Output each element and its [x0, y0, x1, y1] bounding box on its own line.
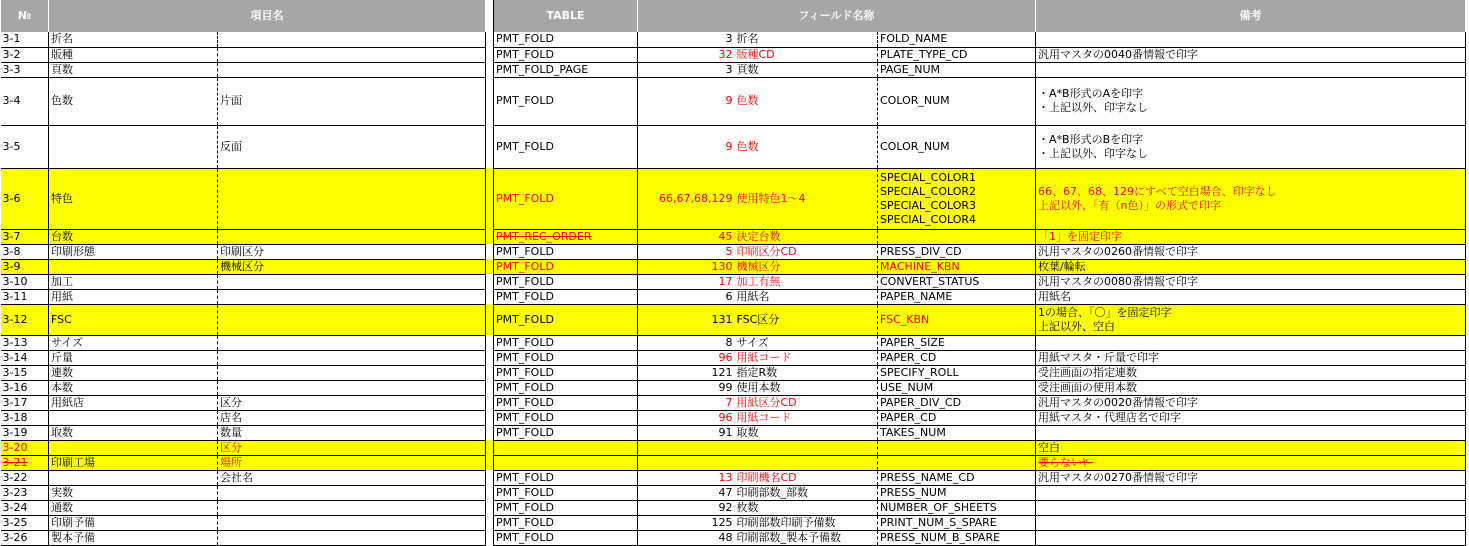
cell-field-name[interactable]: 色数: [735, 125, 878, 168]
cell-table[interactable]: PMT_FOLD: [494, 365, 638, 380]
cell-item2[interactable]: [218, 32, 486, 47]
cell-no[interactable]: 3-6: [1, 168, 49, 229]
cell-remarks[interactable]: 用紙名: [1036, 289, 1466, 304]
cell-field-name[interactable]: 使用特色1～4: [735, 168, 878, 229]
cell-item1[interactable]: 印刷形態: [49, 244, 218, 259]
cell-num[interactable]: 9: [638, 125, 735, 168]
cell-field-code[interactable]: FSC_KBN: [878, 304, 1036, 335]
header-remarks[interactable]: 備考: [1036, 0, 1466, 32]
cell-remarks[interactable]: 要らないﾔｰ: [1036, 455, 1466, 470]
cell-item2[interactable]: [218, 350, 486, 365]
cell-table[interactable]: PMT_FOLD: [494, 530, 638, 545]
cell-item2[interactable]: [218, 289, 486, 304]
cell-no[interactable]: 3-4: [1, 77, 49, 125]
table-row: [1, 515, 1466, 530]
field-code-line: SPECIAL_COLOR3: [880, 198, 977, 212]
cell-field-name[interactable]: 指定R数: [735, 365, 878, 380]
cell-no[interactable]: 3-5: [1, 125, 49, 168]
cell-num[interactable]: 5: [638, 244, 735, 259]
cell-table[interactable]: PMT_FOLD: [494, 289, 638, 304]
cell-item1[interactable]: [49, 470, 218, 485]
cell-no[interactable]: 3-9: [1, 259, 49, 274]
cell-item1[interactable]: 加工: [49, 274, 218, 289]
cell-no[interactable]: 3-20: [1, 440, 49, 455]
cell-field-code[interactable]: PAPER_CD: [878, 410, 1036, 425]
cell-field-code[interactable]: PRINT_NUM_S_SPARE: [878, 515, 1036, 530]
cell-remarks[interactable]: [1036, 500, 1466, 515]
cell-remarks[interactable]: 用紙マスタ・代理店名で印字: [1036, 410, 1466, 425]
cell-table[interactable]: PMT_FOLD: [494, 335, 638, 350]
cell-num[interactable]: 47: [638, 485, 735, 500]
cell-remarks[interactable]: [1036, 304, 1466, 335]
cell-table[interactable]: PMT_FOLD: [494, 410, 638, 425]
cell-no[interactable]: 3-12: [1, 304, 49, 335]
remark-line: ・上記以外、印字なし: [1038, 101, 1148, 114]
cell-table[interactable]: PMT_FOLD: [494, 395, 638, 410]
remark-line: ・A*B形式のBを印字: [1038, 132, 1144, 146]
cell-num[interactable]: 96: [638, 350, 735, 365]
cell-item1[interactable]: [49, 410, 218, 425]
cell-no[interactable]: 3-3: [1, 62, 49, 77]
cell-item2[interactable]: 印刷区分: [218, 244, 486, 259]
cell-item2[interactable]: 片面: [218, 77, 486, 125]
table-row: [1, 229, 1466, 244]
cell-table[interactable]: PMT_FOLD: [494, 244, 638, 259]
cell-remarks[interactable]: [1036, 125, 1466, 168]
cell-no[interactable]: 3-19: [1, 425, 49, 440]
cell-remarks[interactable]: 枚葉/輪転: [1036, 259, 1466, 274]
cell-item2[interactable]: [218, 47, 486, 62]
cell-item2[interactable]: [218, 304, 486, 335]
cell-table[interactable]: PMT_FOLD: [494, 77, 638, 125]
cell-field-name[interactable]: 用紙コード: [735, 410, 878, 425]
cell-table[interactable]: PMT_FOLD: [494, 168, 638, 229]
remark-line: 上記以外、空白: [1038, 319, 1115, 333]
table-row: [1, 259, 1466, 274]
cell-table[interactable]: PMT_FOLD: [494, 125, 638, 168]
cell-num[interactable]: 92: [638, 500, 735, 515]
cell-item1[interactable]: 通数: [49, 500, 218, 515]
table-row: [1, 77, 1466, 125]
cell-item1[interactable]: 特色: [49, 168, 218, 229]
cell-no[interactable]: 3-10: [1, 274, 49, 289]
cell-item1[interactable]: FSC: [49, 304, 218, 335]
cell-table[interactable]: PMT_FOLD: [494, 259, 638, 274]
cell-field-name[interactable]: 用紙名: [735, 289, 878, 304]
cell-field-name[interactable]: 色数: [735, 77, 878, 125]
cell-field-name[interactable]: FSC区分: [735, 304, 878, 335]
cell-num[interactable]: 45: [638, 229, 735, 244]
cell-table[interactable]: PMT_REC_ORDER: [494, 229, 638, 244]
cell-field-name[interactable]: 印刷区分CD: [735, 244, 878, 259]
cell-table[interactable]: PMT_FOLD: [494, 380, 638, 395]
cell-num[interactable]: 13: [638, 470, 735, 485]
cell-num[interactable]: 17: [638, 274, 735, 289]
table-row: [1, 244, 1466, 259]
cell-item1[interactable]: 用紙店: [49, 395, 218, 410]
cell-no[interactable]: 3-1: [1, 32, 49, 47]
cell-field-code[interactable]: TAKES_NUM: [878, 425, 1036, 440]
cell-no[interactable]: 3-16: [1, 380, 49, 395]
cell-num[interactable]: 8: [638, 335, 735, 350]
cell-field-name[interactable]: サイズ: [735, 335, 878, 350]
cell-num[interactable]: 7: [638, 395, 735, 410]
cell-no[interactable]: 3-17: [1, 395, 49, 410]
table-row: [1, 62, 1466, 77]
cell-table[interactable]: PMT_FOLD: [494, 47, 638, 62]
cell-table[interactable]: PMT_FOLD: [494, 500, 638, 515]
remark-line: ・上記以外、印字なし: [1038, 146, 1148, 160]
cell-num[interactable]: 125: [638, 515, 735, 530]
header-no[interactable]: №: [1, 0, 49, 32]
cell-item1[interactable]: 取数: [49, 425, 218, 440]
cell-remarks[interactable]: [1036, 335, 1466, 350]
cell-table[interactable]: PMT_FOLD: [494, 470, 638, 485]
table-row: [1, 530, 1466, 545]
cell-item2[interactable]: 店名: [218, 410, 486, 425]
cell-field-code[interactable]: PAGE_NUM: [878, 62, 1036, 77]
cell-item2[interactable]: 反面: [218, 125, 486, 168]
cell-field-code[interactable]: [878, 229, 1036, 244]
cell-remarks[interactable]: [1036, 425, 1466, 440]
cell-table[interactable]: PMT_FOLD: [494, 515, 638, 530]
cell-field-name[interactable]: 版種CD: [735, 47, 878, 62]
cell-no[interactable]: 3-22: [1, 470, 49, 485]
field-code-line: SPECIAL_COLOR1: [880, 170, 977, 184]
cell-item1[interactable]: 頁数: [49, 62, 218, 77]
cell-table[interactable]: PMT_FOLD: [494, 274, 638, 289]
cell-field-code[interactable]: PAPER_DIV_CD: [878, 395, 1036, 410]
cell-item2[interactable]: [218, 500, 486, 515]
cell-remarks[interactable]: [1036, 62, 1466, 77]
cell-num[interactable]: 6: [638, 289, 735, 304]
cell-remarks[interactable]: 用紙マスタ・斤量で印字: [1036, 350, 1466, 365]
cell-field-name[interactable]: 用紙区分CD: [735, 395, 878, 410]
table-row: [1, 274, 1466, 289]
table-row: [1, 125, 1466, 168]
cell-item2[interactable]: 場所: [218, 455, 486, 470]
table-row: [1, 395, 1466, 410]
cell-num[interactable]: [638, 455, 735, 470]
cell-item1[interactable]: 製本予備: [49, 530, 218, 545]
cell-item1[interactable]: 斤量: [49, 350, 218, 365]
cell-table[interactable]: [494, 440, 638, 455]
cell-remarks[interactable]: [1036, 530, 1466, 545]
cell-field-code[interactable]: CONVERT_STATUS: [878, 274, 1036, 289]
table-row: [1, 410, 1466, 425]
cell-num[interactable]: [638, 440, 735, 455]
cell-field-name[interactable]: 決定台数: [735, 229, 878, 244]
cell-field-code[interactable]: [878, 455, 1036, 470]
cell-field-code[interactable]: PRESS_NAME_CD: [878, 470, 1036, 485]
cell-no[interactable]: 3-15: [1, 365, 49, 380]
cell-num[interactable]: 3: [638, 32, 735, 47]
table-row: [1, 350, 1466, 365]
table-row: [1, 455, 1466, 470]
cell-table[interactable]: PMT_FOLD_PAGE: [494, 62, 638, 77]
table-row: [1, 365, 1466, 380]
cell-field-name[interactable]: 枚数: [735, 500, 878, 515]
cell-field-code[interactable]: PRESS_NUM: [878, 485, 1036, 500]
cell-remarks[interactable]: 汎用マスタの0270番情報で印字: [1036, 470, 1466, 485]
cell-field-code[interactable]: PAPER_SIZE: [878, 335, 1036, 350]
column-gap: [486, 0, 494, 32]
cell-remarks[interactable]: 汎用マスタの0080番情報で印字: [1036, 274, 1466, 289]
cell-no[interactable]: 3-13: [1, 335, 49, 350]
cell-table[interactable]: PMT_FOLD: [494, 32, 638, 47]
cell-field-name[interactable]: [735, 455, 878, 470]
cell-num[interactable]: 66,67,68,129: [638, 168, 735, 229]
cell-field-code[interactable]: MACHINE_KBN: [878, 259, 1036, 274]
table-row: [1, 289, 1466, 304]
table-row: [1, 47, 1466, 62]
cell-item2[interactable]: [218, 335, 486, 350]
cell-item2[interactable]: 数量: [218, 425, 486, 440]
cell-field-name[interactable]: 印刷機名CD: [735, 470, 878, 485]
cell-no[interactable]: 3-8: [1, 244, 49, 259]
cell-remarks[interactable]: 「1」を固定印字: [1036, 229, 1466, 244]
table-row: [1, 168, 1466, 229]
cell-item1[interactable]: サイズ: [49, 335, 218, 350]
cell-item2[interactable]: [218, 274, 486, 289]
remark-line: ・A*B形式のAを印字: [1038, 87, 1144, 100]
cell-field-code[interactable]: PRESS_NUM_B_SPARE: [878, 530, 1036, 545]
cell-field-code[interactable]: PAPER_NAME: [878, 289, 1036, 304]
cell-field-name[interactable]: 機械区分: [735, 259, 878, 274]
cell-num[interactable]: 48: [638, 530, 735, 545]
cell-no[interactable]: 3-21: [1, 455, 49, 470]
cell-field-code[interactable]: [878, 168, 1036, 229]
cell-field-name[interactable]: [735, 440, 878, 455]
cell-no[interactable]: 3-25: [1, 515, 49, 530]
cell-field-name[interactable]: 取数: [735, 425, 878, 440]
table-row: [1, 335, 1466, 350]
cell-remarks[interactable]: 汎用マスタの0040番情報で印字: [1036, 47, 1466, 62]
cell-field-code[interactable]: COLOR_NUM: [878, 77, 1036, 125]
cell-no[interactable]: 3-24: [1, 500, 49, 515]
cell-item1[interactable]: 実数: [49, 485, 218, 500]
remark-line: 66、67、68、129にすべて空白場合、印字なし: [1038, 184, 1277, 198]
cell-item1[interactable]: 印刷工場: [49, 455, 218, 470]
cell-item1[interactable]: 本数: [49, 380, 218, 395]
cell-table[interactable]: PMT_FOLD: [494, 350, 638, 365]
cell-remarks[interactable]: [1036, 32, 1466, 47]
cell-num[interactable]: 9: [638, 77, 735, 125]
cell-field-name[interactable]: 折名: [735, 32, 878, 47]
cell-field-name[interactable]: 頁数: [735, 62, 878, 77]
cell-remarks[interactable]: 空白: [1036, 440, 1466, 455]
cell-num[interactable]: 32: [638, 47, 735, 62]
table-row: [1, 32, 1466, 47]
cell-no[interactable]: 3-23: [1, 485, 49, 500]
cell-no[interactable]: 3-26: [1, 530, 49, 545]
cell-field-code[interactable]: NUMBER_OF_SHEETS: [878, 500, 1036, 515]
cell-item2[interactable]: [218, 380, 486, 395]
cell-field-code[interactable]: PRESS_DIV_CD: [878, 244, 1036, 259]
cell-item1[interactable]: 折名: [49, 32, 218, 47]
cell-remarks[interactable]: [1036, 168, 1466, 229]
cell-item1[interactable]: 連数: [49, 365, 218, 380]
cell-item2[interactable]: [218, 530, 486, 545]
table-row: [1, 485, 1466, 500]
cell-no[interactable]: 3-14: [1, 350, 49, 365]
cell-num[interactable]: 121: [638, 365, 735, 380]
cell-num[interactable]: 131: [638, 304, 735, 335]
cell-item2[interactable]: [218, 168, 486, 229]
cell-item1[interactable]: [49, 440, 218, 455]
header-field[interactable]: フィールド名称: [638, 0, 1036, 32]
cell-item2[interactable]: 区分: [218, 395, 486, 410]
cell-remarks[interactable]: 受注画面の使用本数: [1036, 380, 1466, 395]
table-row: [1, 500, 1466, 515]
cell-no[interactable]: 3-11: [1, 289, 49, 304]
table-row: [1, 304, 1466, 335]
cell-num[interactable]: 91: [638, 425, 735, 440]
cell-item1[interactable]: 用紙: [49, 289, 218, 304]
cell-no[interactable]: 3-18: [1, 410, 49, 425]
table-row: [1, 470, 1466, 485]
cell-item1[interactable]: 印刷予備: [49, 515, 218, 530]
cell-item2[interactable]: [218, 62, 486, 77]
header-table[interactable]: TABLE: [494, 0, 638, 32]
cell-field-name[interactable]: 加工有無: [735, 274, 878, 289]
cell-item2[interactable]: [218, 485, 486, 500]
cell-item2[interactable]: 機械区分: [218, 259, 486, 274]
cell-field-name[interactable]: 印刷部数印刷予備数: [735, 515, 878, 530]
cell-item2[interactable]: [218, 515, 486, 530]
cell-item1[interactable]: 版種: [49, 47, 218, 62]
cell-remarks[interactable]: [1036, 77, 1466, 125]
cell-num[interactable]: 96: [638, 410, 735, 425]
cell-remarks[interactable]: 汎用マスタの0260番情報で印字: [1036, 244, 1466, 259]
cell-no[interactable]: 3-7: [1, 229, 49, 244]
field-code-line: SPECIAL_COLOR4: [880, 212, 977, 226]
cell-table[interactable]: PMT_FOLD: [494, 304, 638, 335]
cell-table[interactable]: PMT_FOLD: [494, 485, 638, 500]
cell-field-code[interactable]: USE_NUM: [878, 380, 1036, 395]
cell-no[interactable]: 3-2: [1, 47, 49, 62]
cell-remarks[interactable]: 汎用マスタの0020番情報で印字: [1036, 395, 1466, 410]
cell-field-code[interactable]: COLOR_NUM: [878, 125, 1036, 168]
header-row: [1, 0, 1466, 32]
cell-item1[interactable]: [49, 125, 218, 168]
cell-table[interactable]: PMT_FOLD: [494, 425, 638, 440]
table-row: [1, 380, 1466, 395]
cell-num[interactable]: 3: [638, 62, 735, 77]
cell-num[interactable]: 130: [638, 259, 735, 274]
cell-item2[interactable]: 区分: [218, 440, 486, 455]
cell-item1[interactable]: 台数: [49, 229, 218, 244]
cell-field-code[interactable]: [878, 440, 1036, 455]
cell-field-name[interactable]: 用紙コード: [735, 350, 878, 365]
cell-num[interactable]: 99: [638, 380, 735, 395]
cell-remarks[interactable]: [1036, 515, 1466, 530]
cell-table[interactable]: [494, 455, 638, 470]
cell-item1[interactable]: [49, 259, 218, 274]
field-code-line: SPECIAL_COLOR2: [880, 184, 977, 198]
cell-field-code[interactable]: FOLD_NAME: [878, 32, 1036, 47]
cell-remarks[interactable]: [1036, 485, 1466, 500]
header-item[interactable]: 項目名: [49, 0, 486, 32]
cell-item1[interactable]: 色数: [49, 77, 218, 125]
cell-field-code[interactable]: PLATE_TYPE_CD: [878, 47, 1036, 62]
cell-field-code[interactable]: SPECIFY_ROLL: [878, 365, 1036, 380]
cell-remarks[interactable]: 受注画面の指定連数: [1036, 365, 1466, 380]
remark-line: 上記以外、「有（n色）」の形式で印字: [1038, 198, 1221, 212]
table-row: [1, 440, 1466, 455]
cell-field-code[interactable]: PAPER_CD: [878, 350, 1036, 365]
cell-item2[interactable]: [218, 365, 486, 380]
cell-field-name[interactable]: 使用本数: [735, 380, 878, 395]
remark-line: 1の場合、「〇」を固定印字: [1038, 305, 1172, 319]
cell-field-name[interactable]: 印刷部数_部数: [735, 485, 878, 500]
table-row: [1, 425, 1466, 440]
cell-field-name[interactable]: 印刷部数_製本予備数: [735, 530, 878, 545]
cell-item2[interactable]: 会社名: [218, 470, 486, 485]
cell-item2[interactable]: [218, 229, 486, 244]
